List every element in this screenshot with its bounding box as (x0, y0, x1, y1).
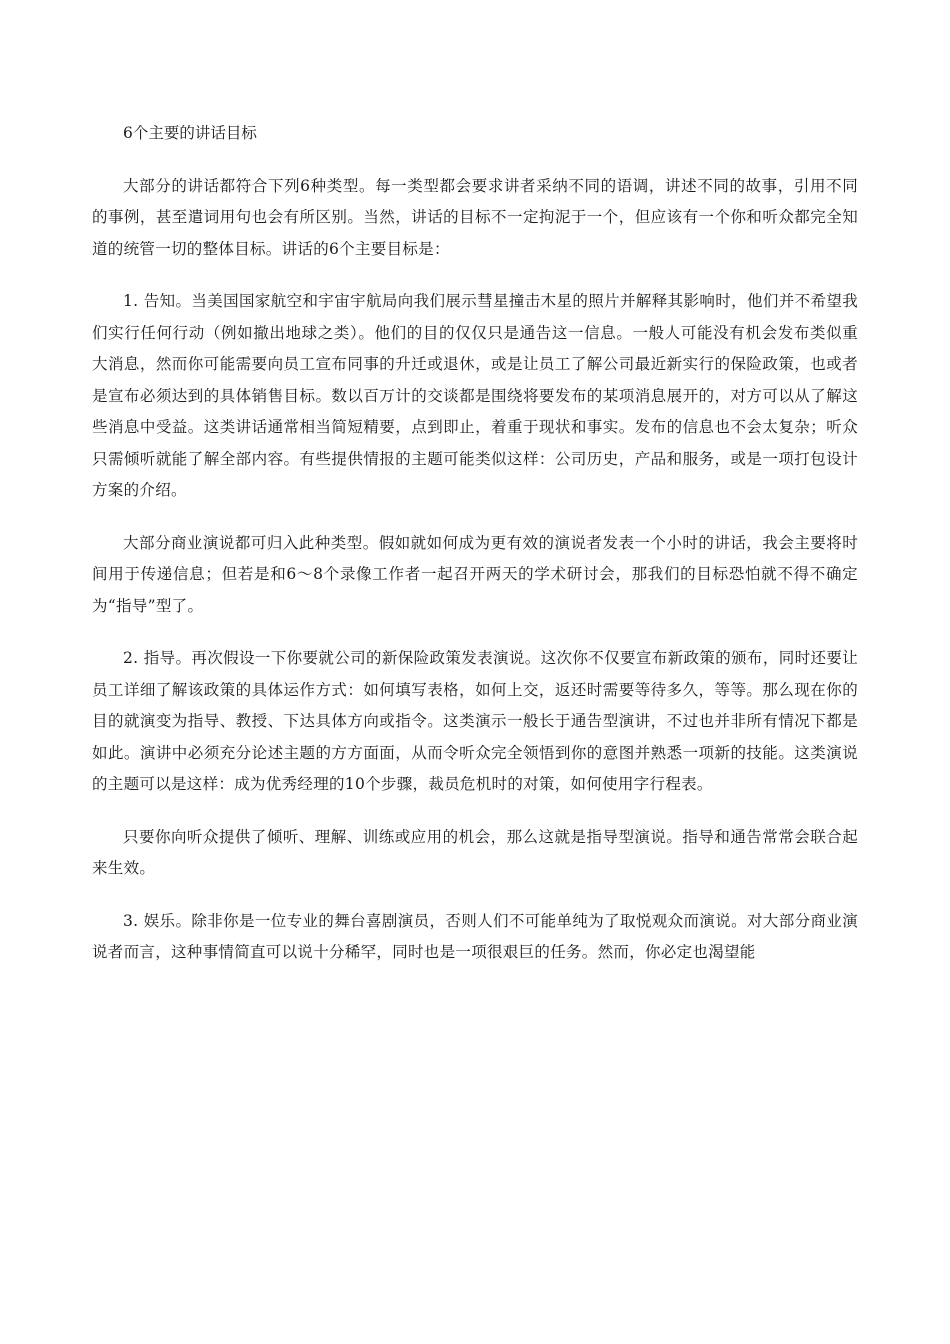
paragraph-instruct: 2. 指导。再次假设一下你要就公司的新保险政策发表演说。这次你不仅要宣布新政策的颁布，同时还要让员工详细了解该政策的具体运作方式：如何填写表格，如何上交，返还时需要等待多久，等等。那么现在你的目的就演变为指导、教授、下达具体方向或指令。这类演示一般长于通告型演讲，不过也并非所有情况下都是如此。演讲中必须充分论述主题的方方面面，从而令听众完全领悟到你的意图并熟悉一项新的技能。这类演说的主题可以是这样：成为优秀经理的10个步骤，裁员危机时的对策，如何使用字行程表。 (92, 649, 858, 793)
paragraph-inform: 1. 告知。当美国国家航空和宇宙宇航局向我们展示彗星撞击木星的照片并解释其影响时，他们并不希望我们实行任何行动（例如撤出地球之类）。他们的目的仅仅只是通告这一信息。一般人可能没有机会发布类似重大消息，然而你可能需要向员工宣布同事的升迁或退休，或是让员工了解公司最近新实行的保险政策，也或者是宣布必须达到的具体销售目标。数以百万计的交谈都是围绕将要发布的某项消息展开的，对方可以从了解这些消息中受益。这类讲话通常相当简短精要，点到即止，着重于现状和事实。发布的信息也不会太复杂；听众只需倾听就能了解全部内容。有些提供情报的主题可能类似这样：公司历史，产品和服务，或是一项打包设计方案的介绍。 (92, 292, 858, 499)
paragraph-business-speech: 大部分商业演说都可归入此种类型。假如就如何成为更有效的演说者发表一个小时的讲话，我会主要将时间用于传递信息；但若是和6～8个录像工作者一起召开两天的学术研讨会，那我们的目标恐怕就不得不确定为“指导”型了。 (92, 533, 858, 615)
paragraph-intro: 大部分的讲话都符合下列6种类型。每一类型都会要求讲者采纳不同的语调，讲述不同的故事，引用不同的事例，甚至遣词用句也会有所区别。当然，讲话的目标不一定拘泥于一个，但应该有一个你和听众都完全知道的统管一切的整体目标。讲话的6个主要目标是： (92, 176, 858, 258)
document-body (92, 118, 858, 969)
document-title: 6个主要的讲话目标 (123, 124, 257, 142)
paragraph-instruct-note: 只要你向听众提供了倾听、理解、训练或应用的机会，那么这就是指导型演说。指导和通告常常会联合起来生效。 (92, 827, 858, 877)
paragraph-entertain: 3. 娱乐。除非你是一位专业的舞台喜剧演员，否则人们不可能单纯为了取悦观众而演说。对大部分商业演说者而言，这种事情简直可以说十分稀罕，同时也是一项很艰巨的任务。然而，你必定也渴望能 (92, 911, 858, 961)
